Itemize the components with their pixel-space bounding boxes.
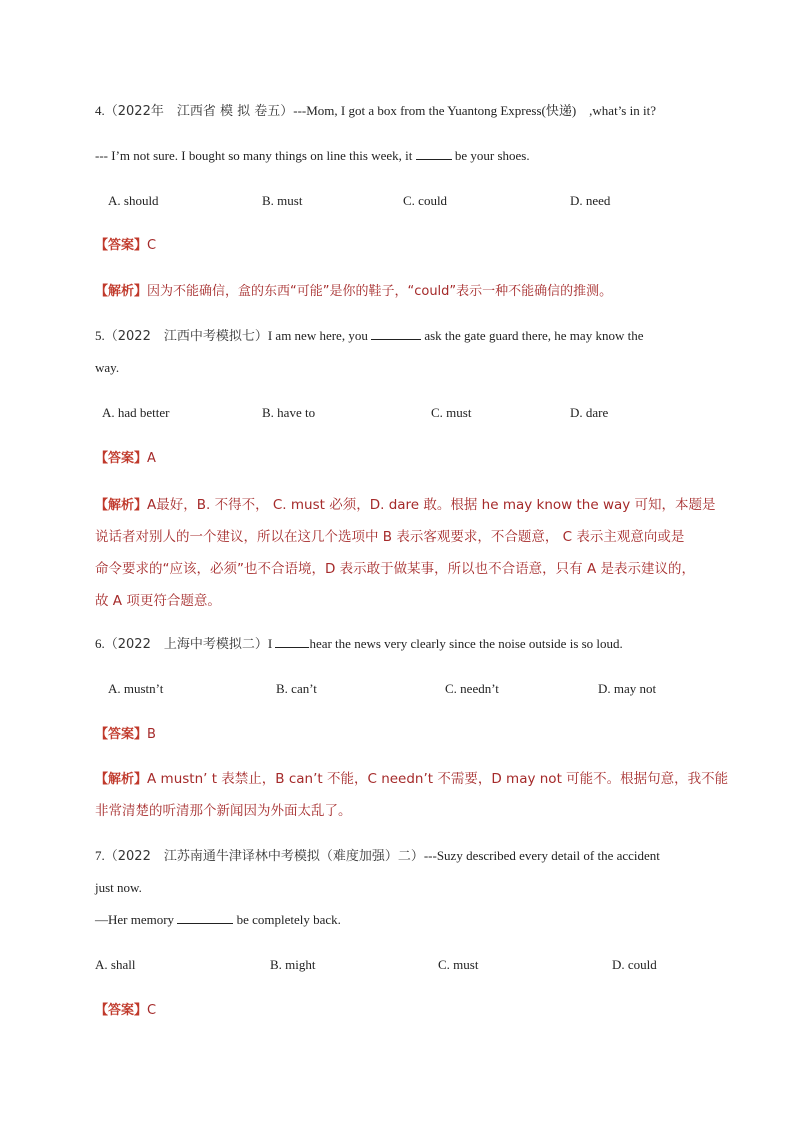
question-stem: hear the news very clearly since the noise outside is so loud. — [309, 636, 623, 651]
question-source: （2022年 江西省 模 拟 卷五） — [104, 104, 294, 119]
analysis-text: 故 A 项更符合题意。 — [95, 593, 221, 609]
question-number: 6. — [95, 636, 105, 651]
question-5-analysis-line-4 — [95, 585, 705, 617]
analysis-text: 说话者对别人的一个建议，所以在这几个选项中 B 表示客观要求，不合题意， C 表示主观意向或是 — [95, 529, 685, 545]
answer-blank — [371, 327, 421, 340]
answer-tag: 【答案】 — [95, 1003, 148, 1018]
answer-blank — [275, 635, 309, 648]
question-7-stem-line-3 — [95, 911, 705, 929]
question-5-analysis-line-1 — [95, 489, 716, 522]
question-stem: just now. — [95, 880, 142, 895]
question-7-stem-line-1 — [95, 847, 705, 866]
question-4-answer — [95, 236, 705, 255]
question-stem: ---Suzy described every detail of the accident — [423, 848, 660, 863]
answer-value: C — [147, 1003, 157, 1018]
analysis-text: A mustn’ t 表禁止，B can’t 不能，C needn’t 不需要，D may not 可能不。根据句意，我不能 — [147, 771, 729, 787]
question-5-stem-line-2 — [95, 359, 705, 377]
option-b: B. have to — [262, 405, 316, 420]
option-b: B. might — [270, 957, 316, 972]
option-a: A. had better — [102, 405, 170, 420]
question-6-analysis-line-1 — [95, 763, 729, 796]
answer-value: B — [147, 727, 156, 742]
option-d: D. may not — [598, 681, 657, 696]
question-stem: be your shoes. — [451, 148, 530, 163]
question-source: （2022 江苏南通牛津译林中考模拟（难度加强）二） — [104, 849, 424, 864]
answer-tag: 【答案】 — [95, 451, 148, 466]
option-a: A. shall — [95, 957, 136, 972]
question-stem: way. — [95, 360, 120, 375]
option-a: A. should — [108, 193, 159, 208]
question-source: （2022 江西中考模拟七） — [104, 329, 268, 344]
analysis-text: A最好，B. 不得不， C. must 必须，D. dare 敢。根据 he may know the way 可知，本题是 — [147, 497, 716, 513]
question-number: 7. — [95, 848, 105, 863]
question-5-analysis-line-3 — [95, 553, 705, 585]
option-c: C. must — [438, 957, 479, 972]
question-6-stem — [95, 635, 705, 654]
option-a: A. mustn’t — [108, 681, 164, 696]
option-c: C. needn’t — [445, 681, 499, 696]
analysis-tag: 【解析】 — [95, 498, 148, 513]
question-stem: ask the gate guard there, he may know the — [421, 328, 644, 343]
option-c: C. must — [431, 405, 472, 420]
answer-value: C — [147, 238, 157, 253]
option-d: D. dare — [570, 405, 609, 420]
option-c: C. could — [403, 193, 448, 208]
question-4-analysis — [95, 282, 705, 301]
question-stem: be completely back. — [233, 912, 341, 927]
question-stem: --- I’m not sure. I bought so many things on line this week, it — [95, 148, 416, 163]
question-number: 4. — [95, 103, 105, 118]
answer-tag: 【答案】 — [95, 238, 148, 253]
option-b: B. must — [262, 193, 303, 208]
analysis-tag: 【解析】 — [95, 284, 148, 299]
question-5-stem-line-1 — [95, 327, 705, 346]
question-stem: I — [267, 636, 276, 651]
option-d: D. need — [570, 193, 611, 208]
option-b: B. can’t — [276, 681, 317, 696]
question-4-stem-line-1 — [95, 102, 705, 121]
option-d: D. could — [612, 957, 657, 972]
question-6-analysis-line-2 — [95, 795, 705, 827]
question-number: 5. — [95, 328, 105, 343]
question-source: （2022 上海中考模拟二） — [104, 637, 268, 652]
answer-value: A — [147, 451, 156, 466]
analysis-tag: 【解析】 — [95, 772, 148, 787]
analysis-text: 非常清楚的听清那个新闻因为外面太乱了。 — [95, 803, 352, 819]
question-7-answer — [95, 1001, 705, 1020]
answer-tag: 【答案】 — [95, 727, 148, 742]
question-stem: I am new here, you — [267, 328, 372, 343]
question-stem: ---Mom, I got a box from the Yuantong Express(快递) ,what’s in it? — [293, 103, 656, 118]
analysis-text: 因为不能确信，盒的东西“可能”是你的鞋子，“could”表示一种不能确信的推测。 — [147, 284, 613, 299]
question-5-analysis-line-2 — [95, 521, 705, 553]
question-7-stem-line-2 — [95, 879, 705, 897]
question-5-answer — [95, 449, 705, 468]
question-6-answer — [95, 725, 705, 744]
answer-blank — [177, 911, 233, 924]
answer-blank — [416, 147, 452, 160]
question-4-stem-line-2 — [95, 147, 705, 165]
question-stem: —Her memory — [95, 912, 178, 927]
analysis-text: 命令要求的“应该，必须”也不合语境，D 表示敢于做某事，所以也不合语意，只有 A 是表示建议的， — [95, 561, 695, 577]
